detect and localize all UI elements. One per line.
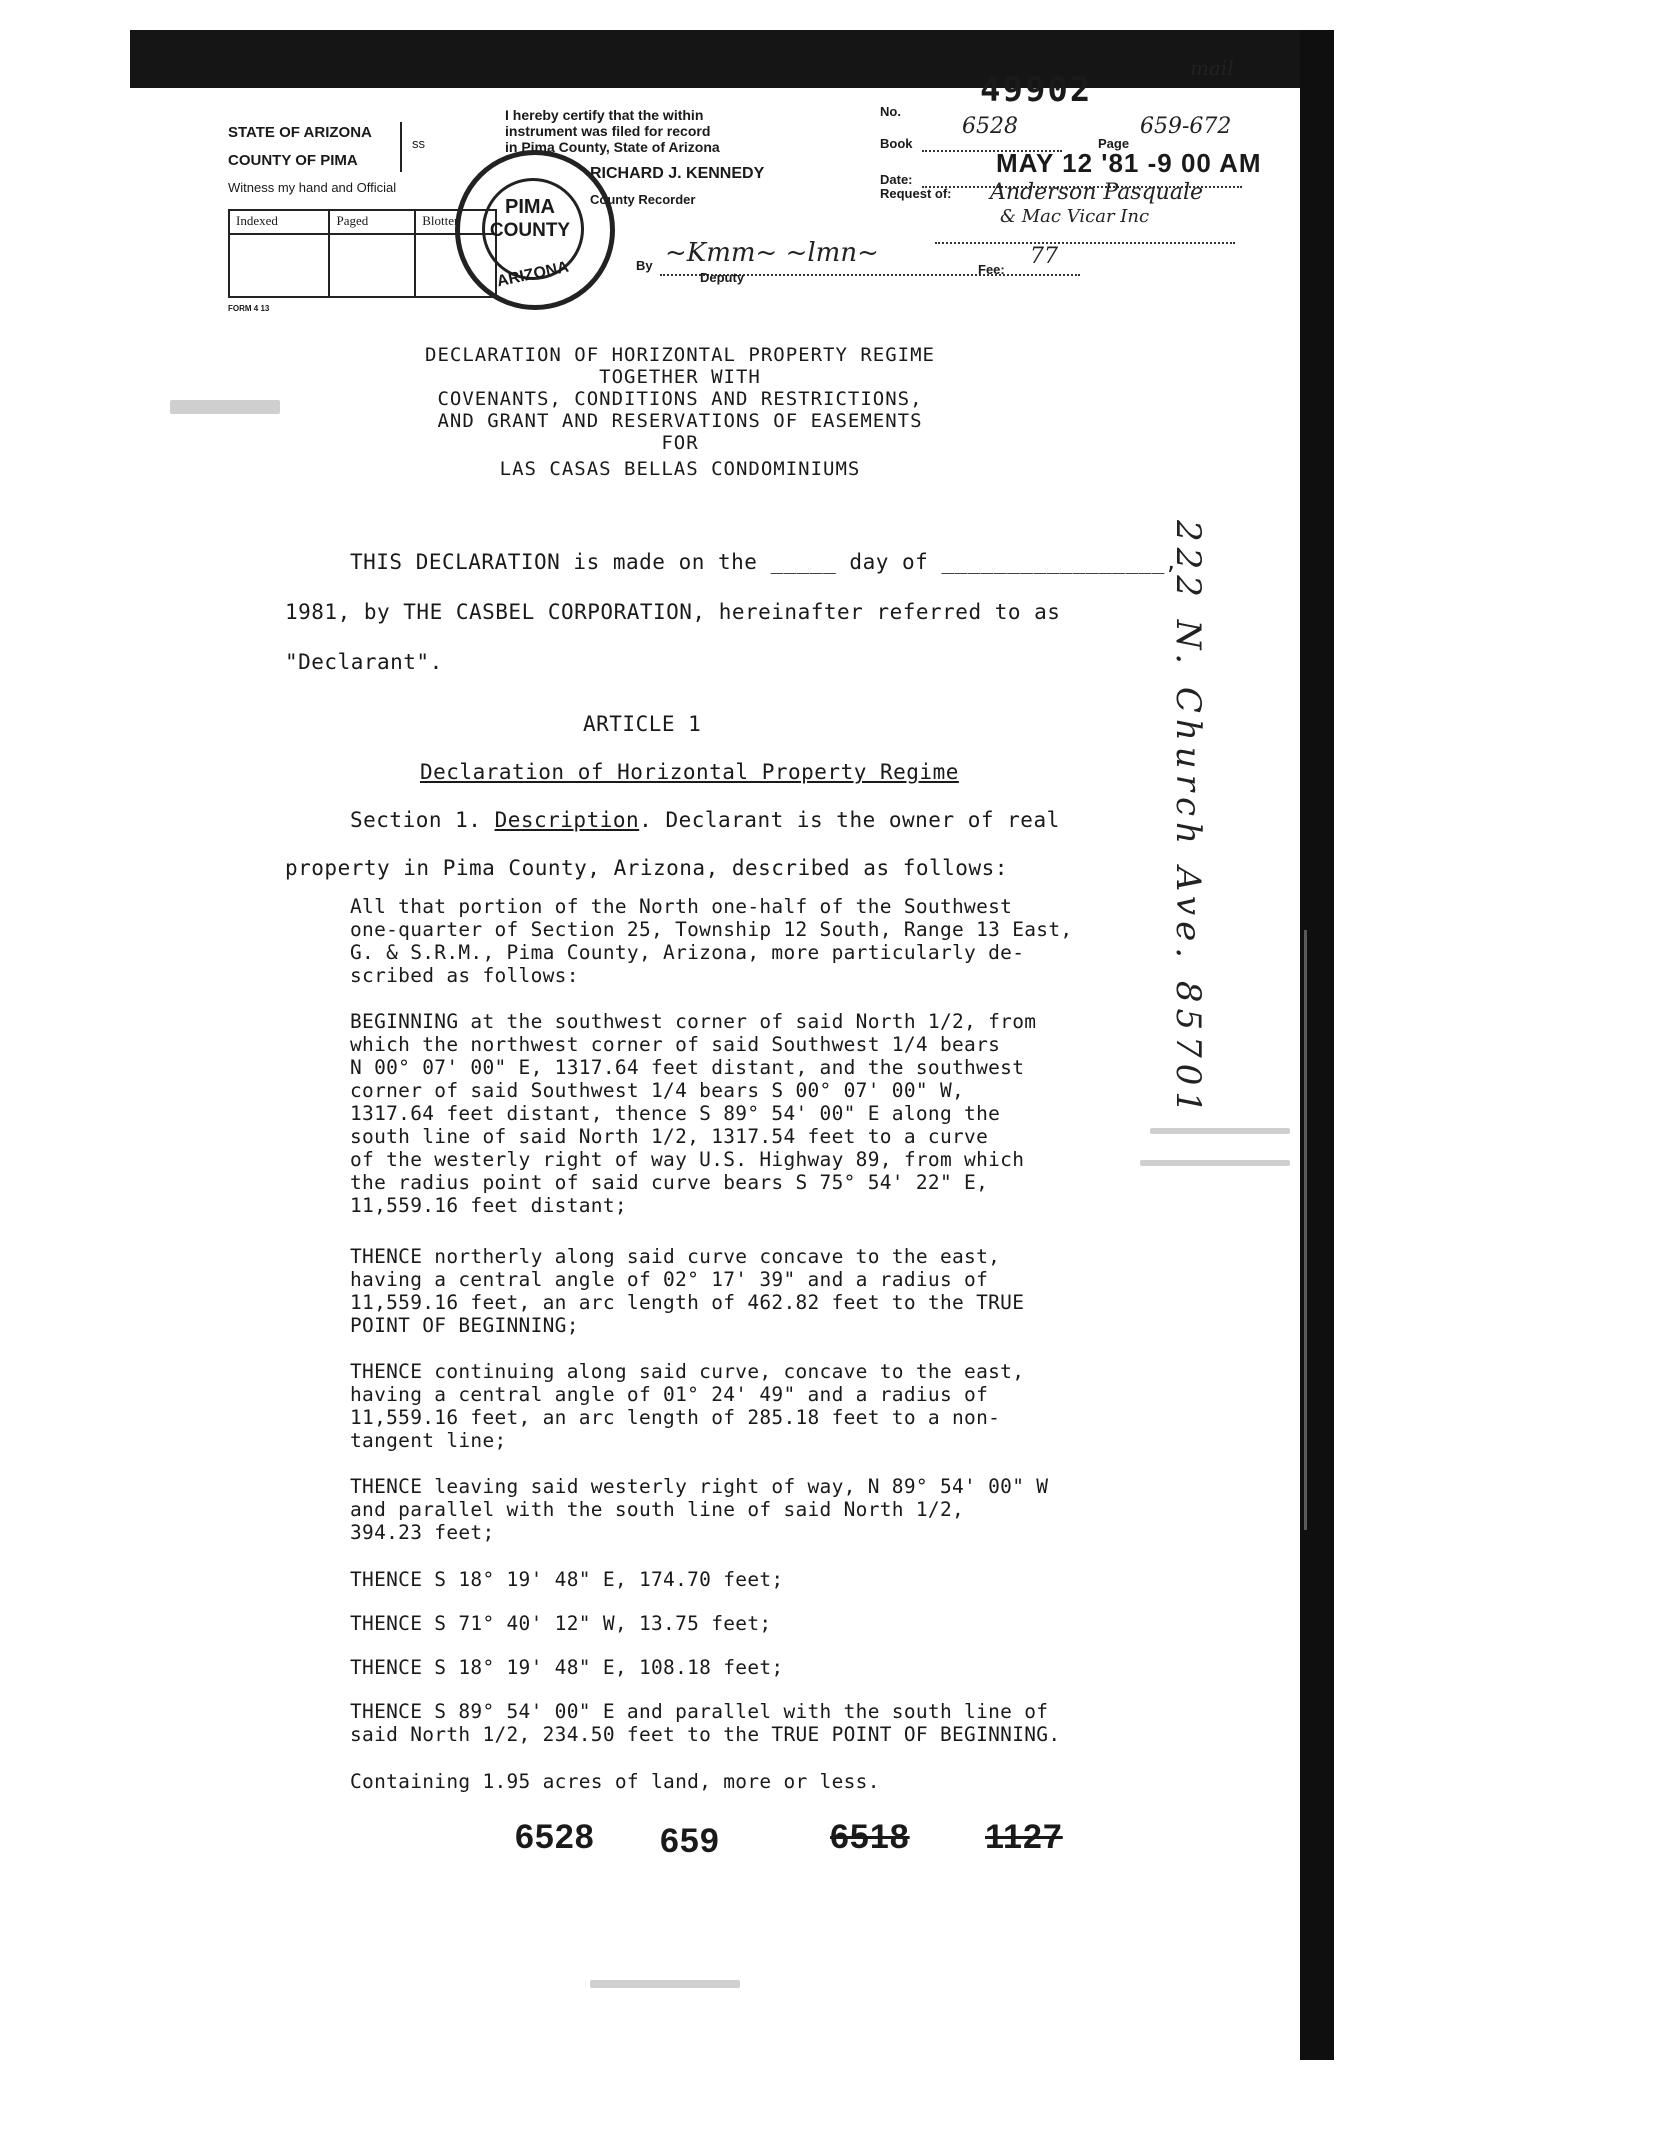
intro-line-1: THIS DECLARATION is made on the _____ day of _________________, bbox=[350, 550, 1179, 574]
date-label: Date: bbox=[880, 172, 913, 187]
legal-para-4: THENCE continuing along said curve, concave to the east, having a central angle of 01° 24' 49" and a radius of 11,559.16 feet, an arc length of 285.18 feet to a non- tangent line; bbox=[350, 1360, 1025, 1452]
date-stamp: MAY 12 '81 -9 00 AM bbox=[996, 148, 1262, 178]
fee-value: 77 bbox=[1030, 244, 1058, 269]
scan-top-border bbox=[130, 30, 1330, 88]
index-col-blotter: Blotter bbox=[422, 213, 459, 228]
scan-speck bbox=[590, 1980, 740, 1988]
article-heading: ARTICLE 1 bbox=[583, 712, 702, 736]
request-line bbox=[935, 232, 1235, 244]
ss-mark: ss bbox=[412, 136, 425, 151]
title-line-1: DECLARATION OF HORIZONTAL PROPERTY REGIME bbox=[425, 344, 935, 366]
section-title: Description bbox=[494, 808, 640, 832]
page-value: 659-672 bbox=[1140, 114, 1232, 139]
form-number: FORM 4 13 bbox=[228, 304, 270, 313]
county-label: COUNTY OF PIMA bbox=[228, 152, 358, 169]
section-1-line bbox=[350, 808, 1060, 832]
request-value-2: & Mac Vicar Inc bbox=[1000, 206, 1150, 227]
bracket bbox=[400, 122, 405, 172]
recorder-title: County Recorder bbox=[590, 192, 696, 207]
state-label: STATE OF ARIZONA bbox=[228, 124, 372, 141]
book-label: Book bbox=[880, 136, 913, 151]
fee-label: Fee: bbox=[978, 262, 1005, 277]
legal-para-1: All that portion of the North one-half of the Southwest one-quarter of Section 25, Township 12 South, Range 13 East, G. & S.R.M., Pima County, Arizona, more particularly de- scribed as follows: bbox=[350, 895, 1073, 987]
index-col-paged: Paged bbox=[336, 213, 369, 228]
request-value-1: Anderson Pasquale bbox=[990, 180, 1204, 205]
deputy-label: Deputy bbox=[700, 270, 745, 285]
scan-speck bbox=[1150, 1128, 1290, 1134]
margin-address-note: 222 N. Church Ave. 85701 bbox=[1168, 520, 1208, 1119]
article-subheading: Declaration of Horizontal Property Regime bbox=[420, 760, 959, 784]
title-line-3: COVENANTS, CONDITIONS AND RESTRICTIONS, bbox=[437, 388, 923, 410]
legal-para-5: THENCE leaving said westerly right of way, N 89° 54' 00" W and parallel with the south line of said North 1/2, 394.23 feet; bbox=[350, 1475, 1049, 1544]
footer-old-book: 6518 bbox=[830, 1818, 910, 1856]
certify-line-3: in Pima County, State of Arizona bbox=[505, 139, 720, 155]
legal-para-2: BEGINNING at the southwest corner of said North 1/2, from which the northwest corner of said Southwest 1/4 bears N 00° 07' 00" E, 1317.64 feet distant, and the southwest corner of said Southwest 1/4 bears S 00° 07' 00" W, 1317.64 feet distant, thence S 89° 54' 00" E along the south line of said North 1/2, 1317.54 feet to a curve of the westerly right of way U.S. Highway 89, from which the radius point of said curve bears S 75° 54' 22" E, 11,559.16 feet distant; bbox=[350, 1010, 1037, 1217]
witness-text: Witness my hand and Official bbox=[228, 180, 397, 195]
certify-line-2: instrument was filed for record bbox=[505, 123, 711, 139]
section-prefix: Section 1. bbox=[350, 808, 495, 832]
document-number: 49902 bbox=[980, 70, 1093, 110]
legal-para-8: THENCE S 18° 19' 48" E, 108.18 feet; bbox=[350, 1656, 784, 1679]
footer-page-number: 659 bbox=[660, 1822, 720, 1860]
scan-speck bbox=[1140, 1160, 1290, 1166]
section-text: . Declarant is the owner of real bbox=[639, 808, 1060, 832]
by-label: By bbox=[636, 258, 653, 273]
scan-speck bbox=[170, 400, 280, 414]
intro-line-2: 1981, by THE CASBEL CORPORATION, hereinafter referred to as bbox=[285, 600, 1061, 624]
footer-old-page: 1127 bbox=[985, 1818, 1063, 1856]
title-line-2: TOGETHER WITH bbox=[599, 366, 761, 388]
seal-text-county: COUNTY bbox=[489, 220, 571, 241]
legal-para-7: THENCE S 71° 40' 12" W, 13.75 feet; bbox=[350, 1612, 772, 1635]
intro-line-3: "Declarant". bbox=[285, 650, 443, 674]
section-1-line-2: property in Pima County, Arizona, described as follows: bbox=[285, 856, 1008, 880]
title-line-4: AND GRANT AND RESERVATIONS OF EASEMENTS bbox=[437, 410, 923, 432]
legal-para-9: THENCE S 89° 54' 00" E and parallel with the south line of said North 1/2, 234.50 feet to the TRUE POINT OF BEGINNING. bbox=[350, 1700, 1061, 1746]
page-label: Page bbox=[1098, 136, 1130, 151]
seal-text-pima: PIMA bbox=[505, 196, 555, 218]
corner-note: mail bbox=[1190, 56, 1234, 80]
legal-para-3: THENCE northerly along said curve concave to the east, having a central angle of 02° 17' 39" and a radius of 11,559.16 feet, an arc length of 462.82 feet to the TRUE POINT OF BEGINNING; bbox=[350, 1245, 1025, 1337]
request-label: Request of: bbox=[880, 186, 952, 201]
legal-para-10: Containing 1.95 acres of land, more or less. bbox=[350, 1770, 880, 1793]
title-line-5: FOR bbox=[661, 432, 699, 454]
certify-line-1: I hereby certify that the within bbox=[505, 107, 704, 123]
book-value: 6528 bbox=[962, 114, 1018, 139]
deputy-signature: ~Kmm~ ~lmn~ bbox=[665, 238, 879, 268]
index-col-indexed: Indexed bbox=[236, 213, 278, 228]
footer-book-number: 6528 bbox=[515, 1818, 595, 1856]
legal-para-6: THENCE S 18° 19' 48" E, 174.70 feet; bbox=[350, 1568, 784, 1591]
title-line-6: LAS CASAS BELLAS CONDOMINIUMS bbox=[499, 458, 861, 480]
no-label: No. bbox=[880, 104, 901, 119]
seal-text-arizona: ARIZONA bbox=[495, 258, 571, 291]
recorder-name: RICHARD J. KENNEDY bbox=[590, 165, 765, 182]
scan-right-border bbox=[1300, 30, 1334, 2060]
